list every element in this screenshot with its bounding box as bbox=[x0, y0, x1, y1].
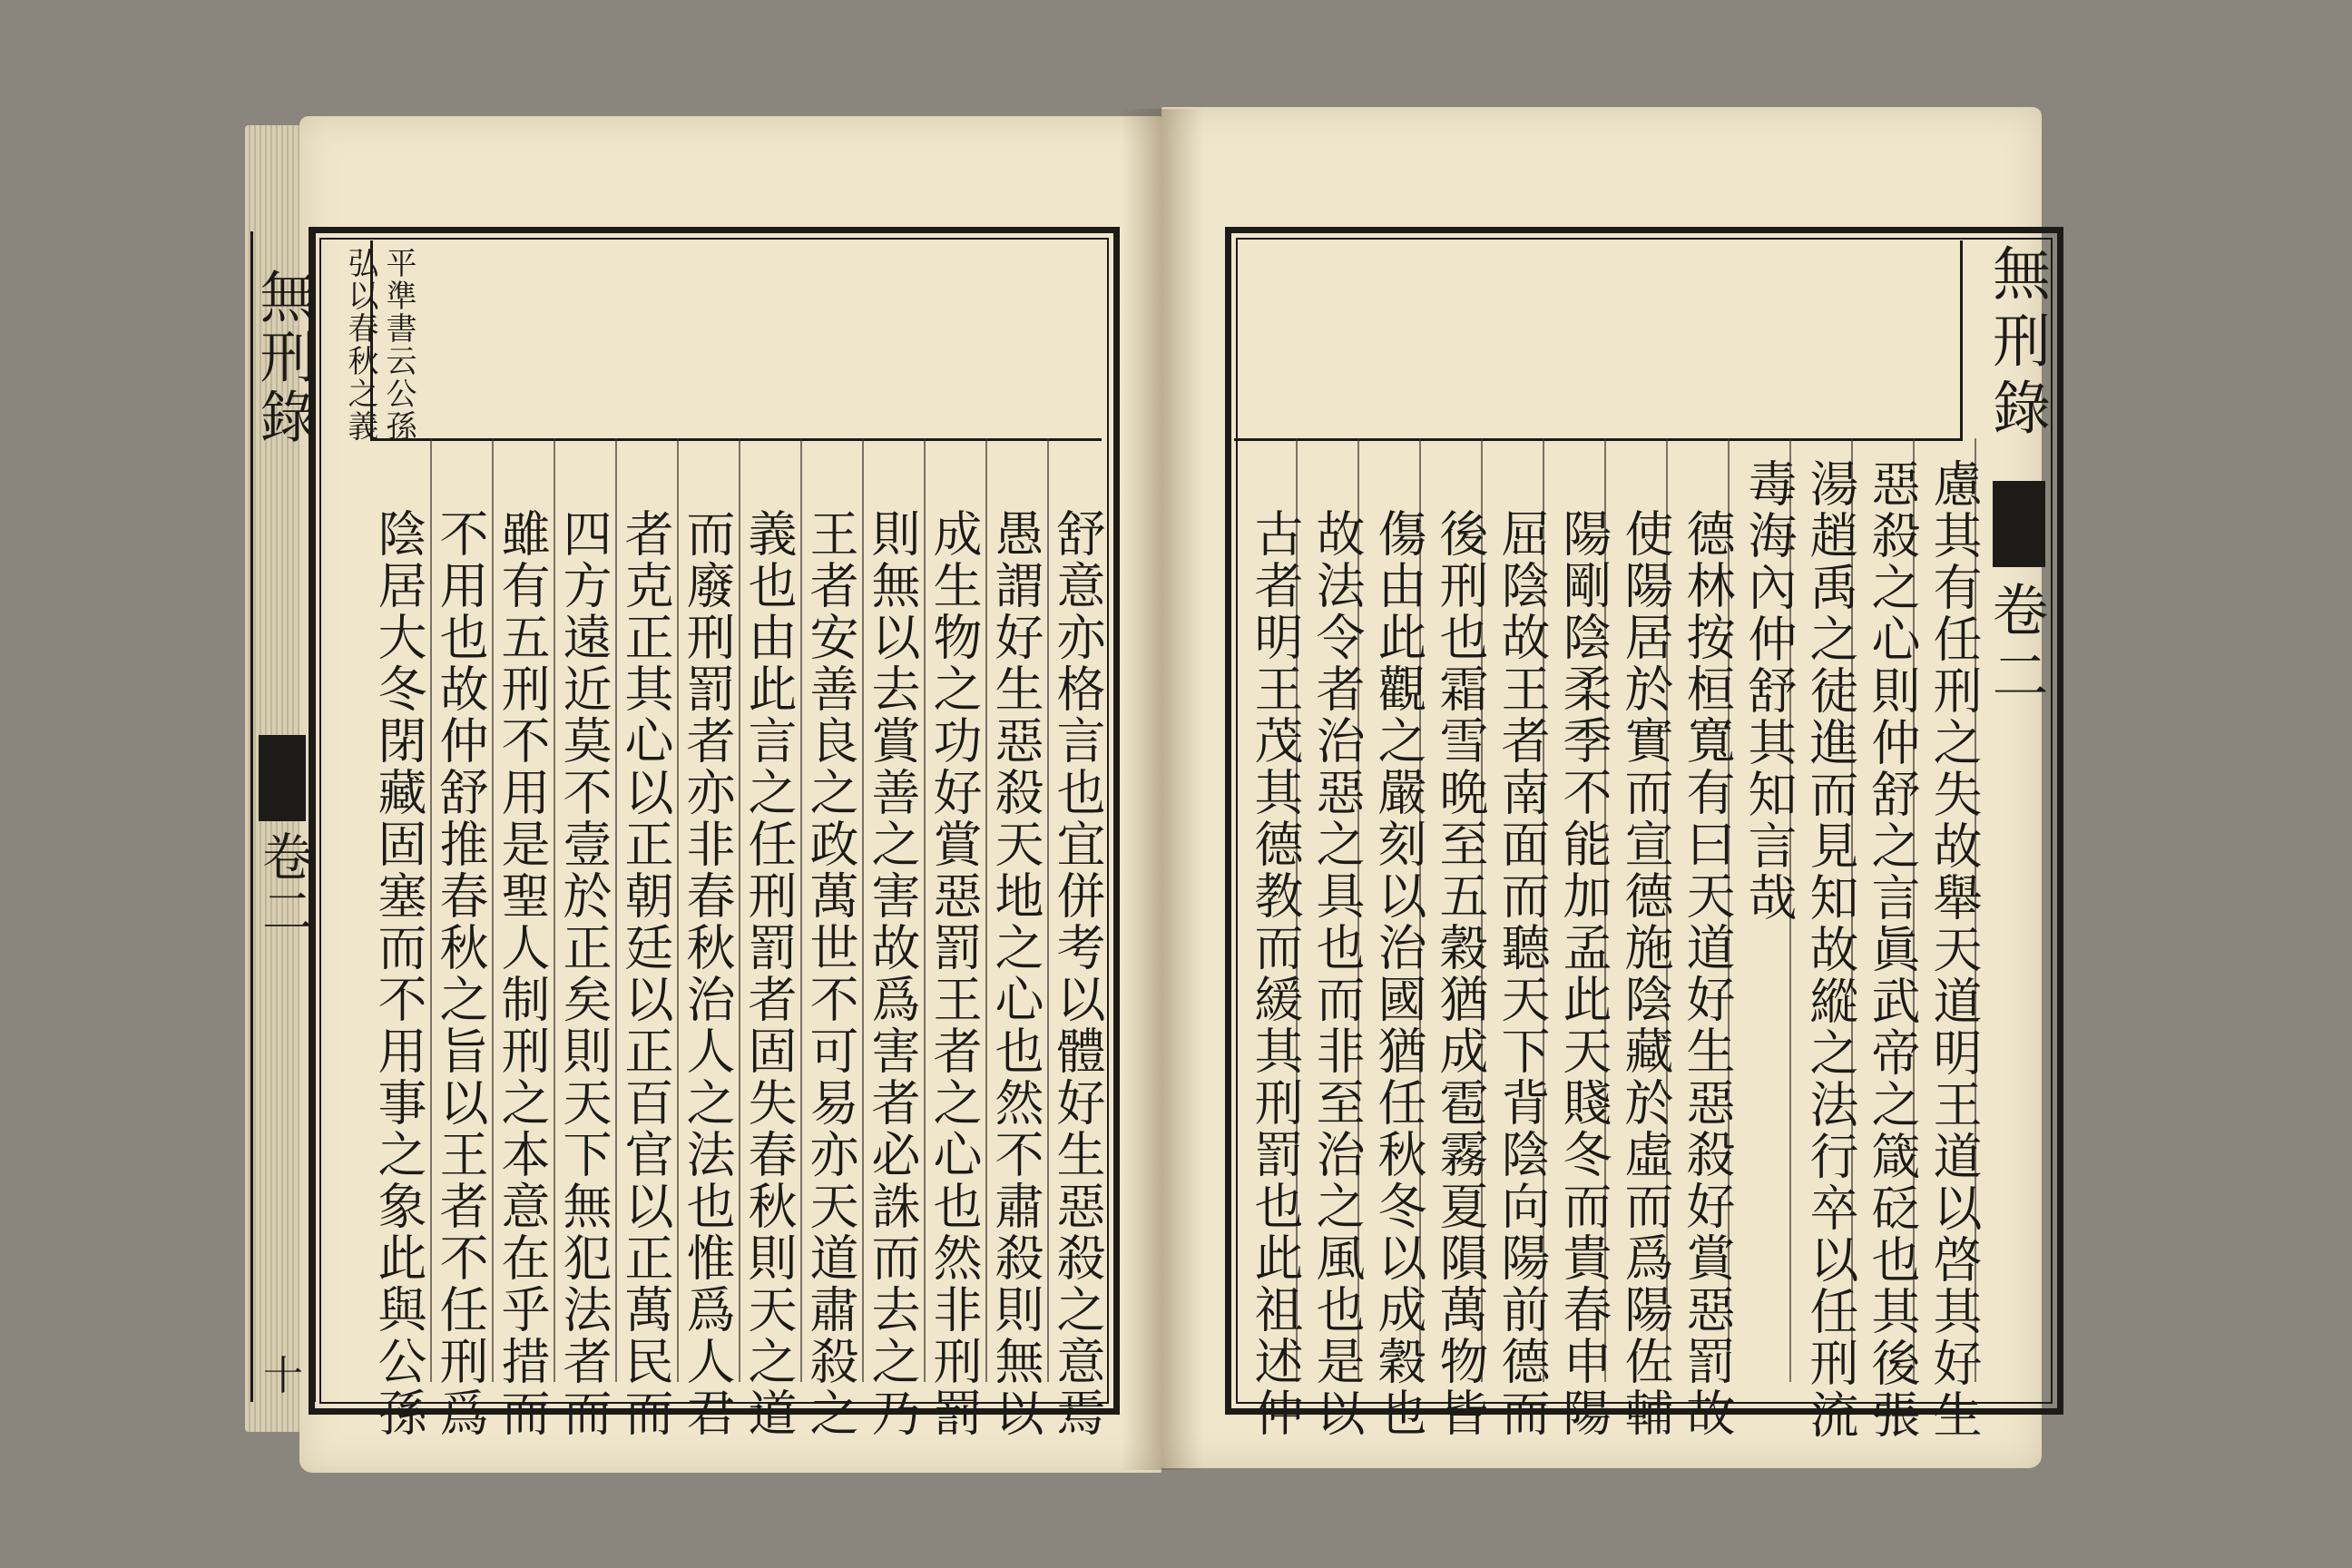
side-title: 無刑錄 bbox=[250, 268, 317, 447]
right-text-column-10: 傷由此觀之嚴刻以治國猶任秋冬以成穀也 bbox=[1370, 508, 1427, 1439]
left-text-column-2: 愚謂好生惡殺天地之心也然不肅殺則無以 bbox=[987, 508, 1044, 1439]
right-header-box bbox=[1234, 240, 1963, 441]
fish-tail-mark bbox=[259, 735, 306, 821]
side-page-number: 十 bbox=[263, 1353, 303, 1399]
right-text-column-4: 毒海內仲舒其知言哉 bbox=[1740, 458, 1798, 924]
left-text-column-12: 陰居大冬閉藏固塞而不用事之象此與公孫 bbox=[370, 508, 427, 1439]
left-header-box bbox=[370, 240, 1102, 441]
side-column bbox=[250, 231, 316, 1402]
right-text-column-3: 湯趙禹之徒進而見知故縱之法行卒以任刑流 bbox=[1802, 458, 1859, 1441]
left-text-column-4: 則無以去賞善之害故爲害者必誅而去之乃 bbox=[864, 508, 921, 1439]
left-text-column-7: 而廢刑罰者亦非春秋治人之法也惟爲人君 bbox=[679, 508, 736, 1439]
right-header-volume: 卷二 bbox=[1983, 581, 2049, 711]
right-text-column-6: 使陽居於實而宣德施陰藏於虛而爲陽佐輔 bbox=[1617, 508, 1674, 1439]
left-text-column-8: 者克正其心以正朝廷以正百官以正萬民而 bbox=[617, 508, 674, 1439]
right-text-column-1: 慮其有任刑之失故舉天道明王道以啓其好生 bbox=[1926, 458, 1983, 1441]
left-text-column-3: 成生物之功好賞惡罰王者之心也然非刑罰 bbox=[926, 508, 983, 1439]
left-text-column-10: 雖有五刑不用是聖人制刑之本意在乎措而 bbox=[494, 508, 551, 1439]
right-header-title: 無刑錄 bbox=[1983, 243, 2050, 445]
right-text-column-5: 德林按桓寬有曰天道好生惡殺好賞惡罰故 bbox=[1679, 508, 1736, 1439]
right-text-column-9: 後刑也霜雪晩至五穀猶成雹霧夏隕萬物皆 bbox=[1432, 508, 1489, 1439]
right-fish-tail-mark bbox=[1993, 481, 2045, 567]
right-text-column-2: 惡殺之心則仲舒之言眞武帝之箴砭也其後張 bbox=[1864, 458, 1921, 1441]
header-note-col-1: 平準書云公孫 bbox=[380, 247, 416, 443]
right-text-column-12: 古者明王茂其德教而緩其刑罰也此祖述仲 bbox=[1247, 508, 1304, 1439]
left-text-column-11: 不用也故仲舒推春秋之旨以王者不任刑爲 bbox=[432, 508, 489, 1439]
header-note-col-2: 弘以春秋之義 bbox=[342, 247, 378, 443]
book-gutter bbox=[1122, 109, 1203, 1470]
left-text-column-5: 王者安善良之政萬世不可易亦天道肅殺之 bbox=[802, 508, 859, 1439]
side-volume: 卷二 bbox=[254, 830, 313, 939]
right-text-column-11: 故法令者治惡之具也而非至治之風也是以 bbox=[1308, 508, 1366, 1439]
right-text-column-7: 陽剛陰柔季不能加孟此天賤冬而貴春申陽 bbox=[1555, 508, 1612, 1439]
left-text-column-1: 舒意亦格言也宜併考以體好生惡殺之意焉 bbox=[1049, 508, 1106, 1439]
left-text-column-9: 四方遠近莫不壹於正矣則天下無犯法者而 bbox=[555, 508, 612, 1439]
left-text-column-6: 義也由此言之任刑罰者固失春秋則天之道 bbox=[740, 508, 798, 1439]
right-text-column-8: 屈陰故王者南面而聽天下背陰向陽前德而 bbox=[1494, 508, 1551, 1439]
